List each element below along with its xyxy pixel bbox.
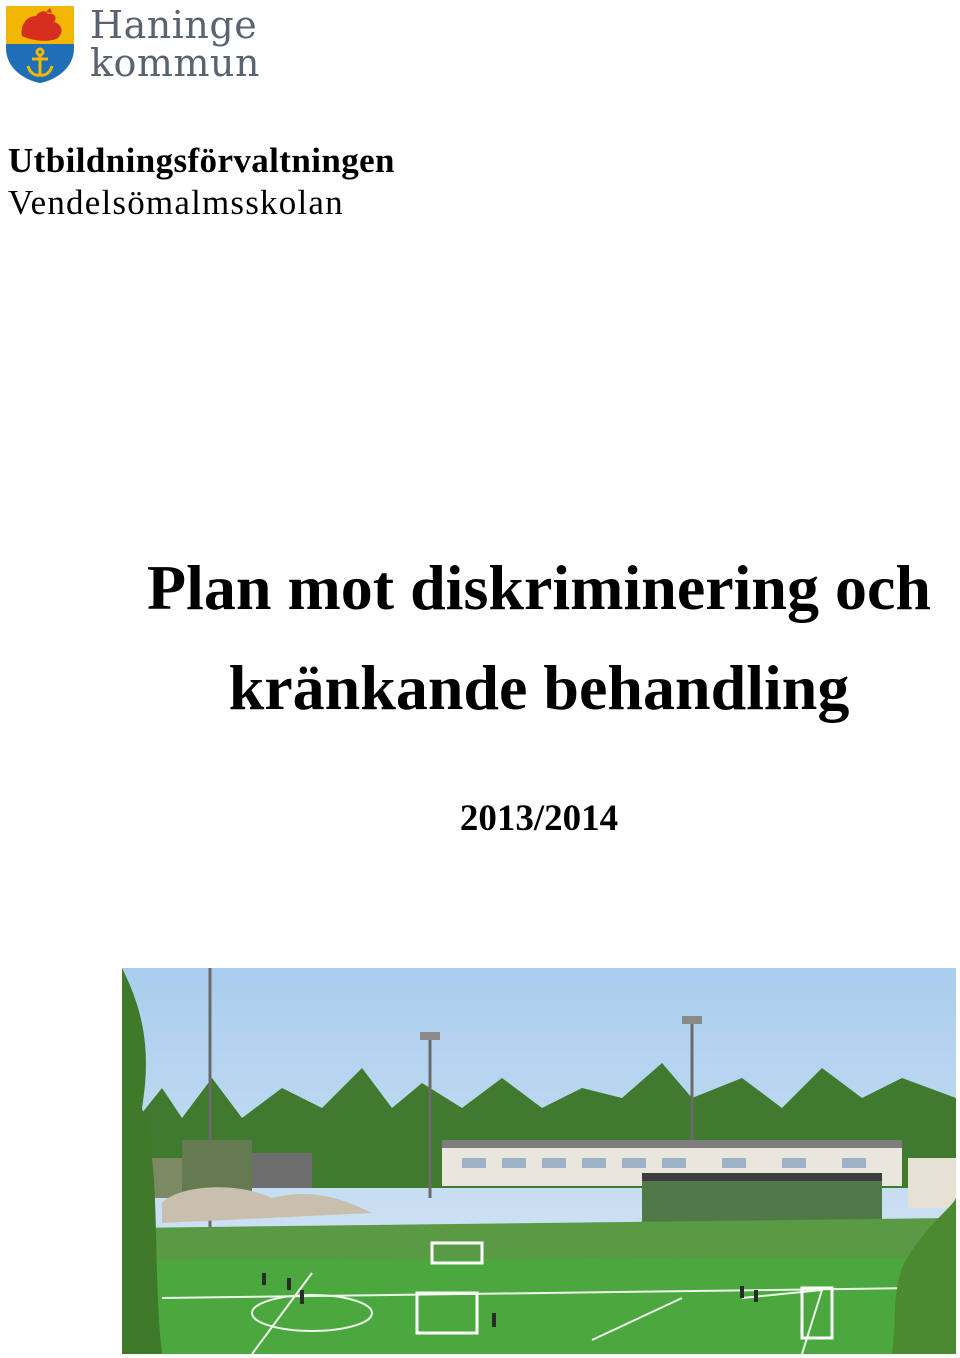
logo-name-line1: Haninge [90, 3, 258, 47]
logo-wordmark [90, 3, 260, 85]
title-line-2: kränkande behandling [228, 652, 850, 723]
school-sports-field-photo [122, 968, 956, 1354]
school-name: Vendelsömalmsskolan [8, 183, 344, 222]
title-line-1: Plan mot diskriminering och [146, 552, 932, 623]
coat-of-arms-icon [4, 4, 76, 84]
haninge-logo [4, 4, 264, 86]
logo-name-line2: kommun [90, 41, 260, 85]
organization-block [8, 140, 395, 224]
document-title [0, 538, 960, 738]
department-name: Utbildningsförvaltningen [8, 141, 395, 180]
school-year: 2013/2014 [459, 798, 619, 839]
